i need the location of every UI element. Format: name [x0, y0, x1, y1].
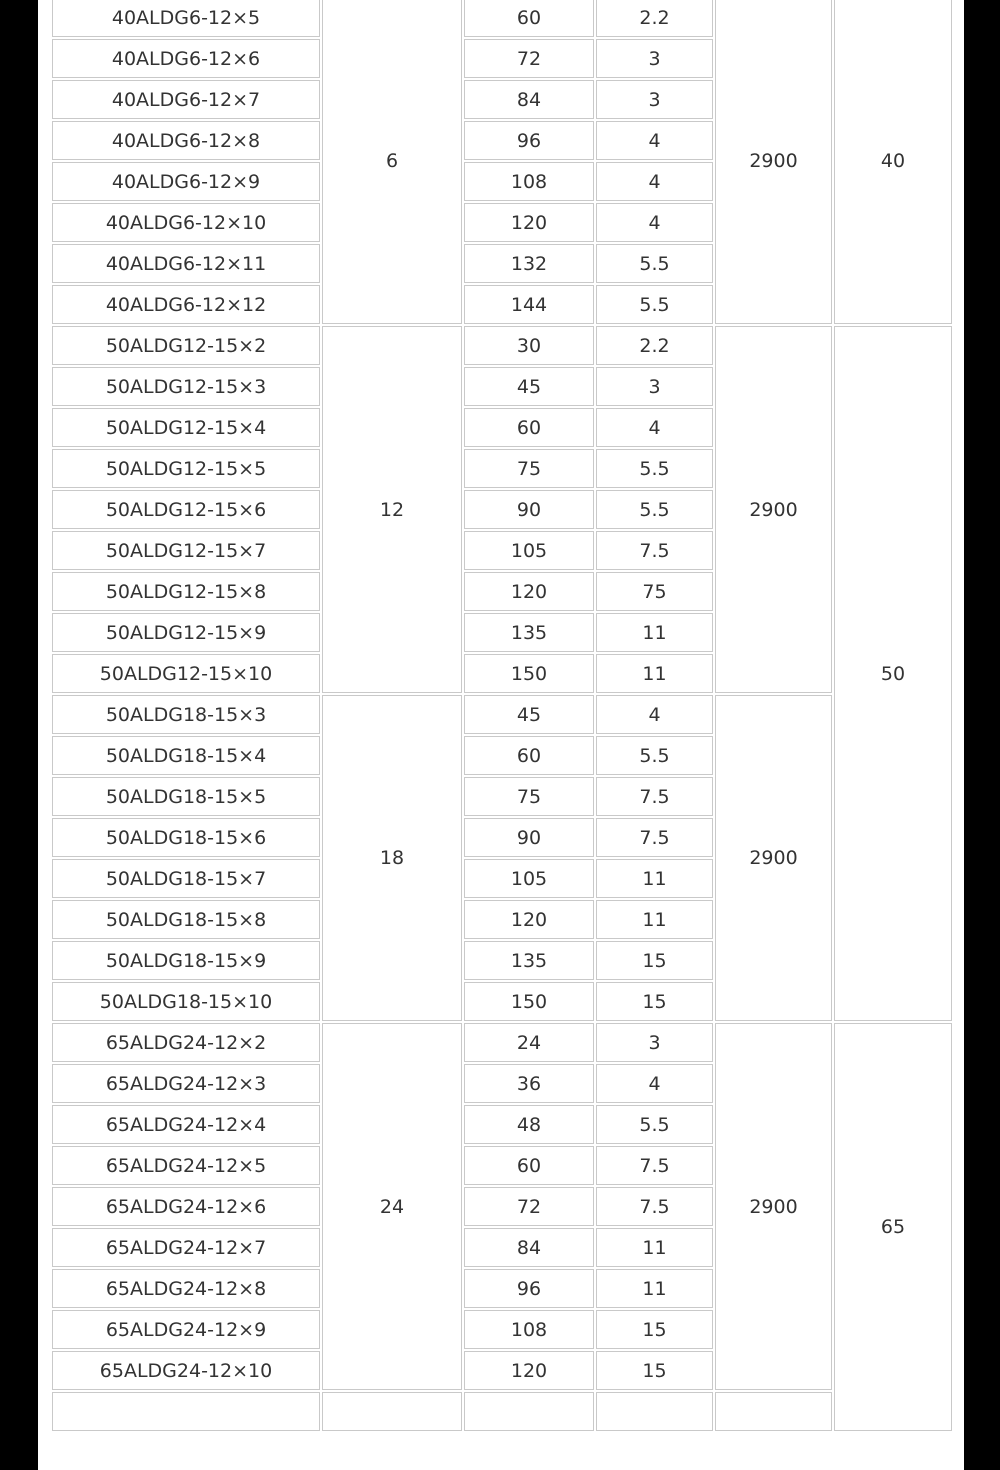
model-cell: 50ALDG18-15×8: [52, 900, 320, 939]
power-cell: 11: [596, 654, 713, 693]
model-cell: 40ALDG6-12×12: [52, 285, 320, 324]
model-cell: 40ALDG6-12×7: [52, 80, 320, 119]
model-cell: 50ALDG18-15×9: [52, 941, 320, 980]
power-cell: 5.5: [596, 1105, 713, 1144]
model-cell: 40ALDG6-12×10: [52, 203, 320, 242]
power-cell: 11: [596, 900, 713, 939]
head-cell: 144: [464, 285, 594, 324]
model-cell: 65ALDG24-12×3: [52, 1064, 320, 1103]
head-cell: 72: [464, 39, 594, 78]
model-cell: 50ALDG18-15×3: [52, 695, 320, 734]
model-cell: 50ALDG12-15×4: [52, 408, 320, 447]
power-cell: 7.5: [596, 818, 713, 857]
power-cell: 11: [596, 613, 713, 652]
head-cell: 108: [464, 1310, 594, 1349]
model-cell: 50ALDG18-15×6: [52, 818, 320, 857]
power-cell: 7.5: [596, 777, 713, 816]
power-cell: 15: [596, 941, 713, 980]
power-cell: 3: [596, 80, 713, 119]
speed-cell: [715, 1392, 832, 1431]
speed-cell: 2900: [715, 695, 832, 1021]
model-cell: 40ALDG6-12×9: [52, 162, 320, 201]
head-cell: 96: [464, 1269, 594, 1308]
model-cell: 50ALDG12-15×5: [52, 449, 320, 488]
head-cell: 90: [464, 490, 594, 529]
power-cell: 15: [596, 1351, 713, 1390]
power-cell: 7.5: [596, 1146, 713, 1185]
power-cell: 11: [596, 1228, 713, 1267]
table-row: [52, 1392, 952, 1431]
speed-cell: 2900: [715, 0, 832, 324]
power-cell: 5.5: [596, 490, 713, 529]
head-cell: 60: [464, 736, 594, 775]
speed-cell: 2900: [715, 1023, 832, 1390]
flow-cell: 6: [322, 0, 462, 324]
model-cell: 65ALDG24-12×4: [52, 1105, 320, 1144]
power-cell: 11: [596, 1269, 713, 1308]
power-cell: 15: [596, 982, 713, 1021]
spec-table-body: [52, 0, 952, 1431]
model-cell: 50ALDG18-15×4: [52, 736, 320, 775]
head-cell: 36: [464, 1064, 594, 1103]
power-cell: 5.5: [596, 736, 713, 775]
head-cell: 105: [464, 531, 594, 570]
power-cell: 4: [596, 695, 713, 734]
head-cell: 96: [464, 121, 594, 160]
model-cell: 50ALDG12-15×6: [52, 490, 320, 529]
model-cell: 40ALDG6-12×8: [52, 121, 320, 160]
head-cell: 30: [464, 326, 594, 365]
power-cell: 3: [596, 1023, 713, 1062]
head-cell: 84: [464, 80, 594, 119]
flow-cell: [322, 1392, 462, 1431]
power-cell: 11: [596, 859, 713, 898]
model-cell: 50ALDG12-15×8: [52, 572, 320, 611]
model-cell: 50ALDG18-15×5: [52, 777, 320, 816]
table-row: [52, 695, 952, 734]
speed-cell: 2900: [715, 326, 832, 693]
model-cell: 50ALDG12-15×2: [52, 326, 320, 365]
model-cell: 65ALDG24-12×10: [52, 1351, 320, 1390]
power-cell: 4: [596, 203, 713, 242]
diameter-cell: 40: [834, 0, 952, 324]
spec-page: [38, 0, 964, 1470]
head-cell: 75: [464, 777, 594, 816]
flow-cell: 24: [322, 1023, 462, 1390]
head-cell: [464, 1392, 594, 1431]
power-cell: 3: [596, 39, 713, 78]
head-cell: 132: [464, 244, 594, 283]
model-cell: 65ALDG24-12×2: [52, 1023, 320, 1062]
table-row: [52, 1023, 952, 1062]
head-cell: 120: [464, 572, 594, 611]
power-cell: 15: [596, 1310, 713, 1349]
head-cell: 45: [464, 367, 594, 406]
head-cell: 60: [464, 1146, 594, 1185]
model-cell: 65ALDG24-12×6: [52, 1187, 320, 1226]
model-cell: 40ALDG6-12×6: [52, 39, 320, 78]
head-cell: 105: [464, 859, 594, 898]
power-cell: 5.5: [596, 244, 713, 283]
model-cell: 40ALDG6-12×5: [52, 0, 320, 37]
power-cell: 2.2: [596, 0, 713, 37]
model-cell: 40ALDG6-12×11: [52, 244, 320, 283]
head-cell: 45: [464, 695, 594, 734]
power-cell: 4: [596, 121, 713, 160]
head-cell: 72: [464, 1187, 594, 1226]
power-cell: 7.5: [596, 531, 713, 570]
head-cell: 120: [464, 203, 594, 242]
power-cell: 7.5: [596, 1187, 713, 1226]
head-cell: 120: [464, 900, 594, 939]
model-cell: 50ALDG12-15×7: [52, 531, 320, 570]
power-cell: 4: [596, 408, 713, 447]
head-cell: 135: [464, 613, 594, 652]
head-cell: 135: [464, 941, 594, 980]
model-cell: [52, 1392, 320, 1431]
power-cell: 2.2: [596, 326, 713, 365]
power-cell: 3: [596, 367, 713, 406]
model-cell: 65ALDG24-12×9: [52, 1310, 320, 1349]
model-cell: 50ALDG12-15×10: [52, 654, 320, 693]
model-cell: 65ALDG24-12×5: [52, 1146, 320, 1185]
power-cell: 5.5: [596, 285, 713, 324]
head-cell: 60: [464, 408, 594, 447]
model-cell: 50ALDG12-15×9: [52, 613, 320, 652]
power-cell: [596, 1392, 713, 1431]
head-cell: 75: [464, 449, 594, 488]
model-cell: 50ALDG12-15×3: [52, 367, 320, 406]
table-row: [52, 0, 952, 37]
head-cell: 120: [464, 1351, 594, 1390]
table-row: [52, 326, 952, 365]
diameter-cell: 65: [834, 1023, 952, 1431]
head-cell: 150: [464, 982, 594, 1021]
power-cell: 4: [596, 162, 713, 201]
head-cell: 84: [464, 1228, 594, 1267]
pump-spec-table: [50, 0, 954, 1433]
flow-cell: 18: [322, 695, 462, 1021]
power-cell: 75: [596, 572, 713, 611]
power-cell: 4: [596, 1064, 713, 1103]
model-cell: 50ALDG18-15×7: [52, 859, 320, 898]
diameter-cell: 50: [834, 326, 952, 1021]
head-cell: 90: [464, 818, 594, 857]
model-cell: 50ALDG18-15×10: [52, 982, 320, 1021]
head-cell: 150: [464, 654, 594, 693]
head-cell: 60: [464, 0, 594, 37]
head-cell: 48: [464, 1105, 594, 1144]
power-cell: 5.5: [596, 449, 713, 488]
head-cell: 108: [464, 162, 594, 201]
flow-cell: 12: [322, 326, 462, 693]
head-cell: 24: [464, 1023, 594, 1062]
model-cell: 65ALDG24-12×8: [52, 1269, 320, 1308]
model-cell: 65ALDG24-12×7: [52, 1228, 320, 1267]
